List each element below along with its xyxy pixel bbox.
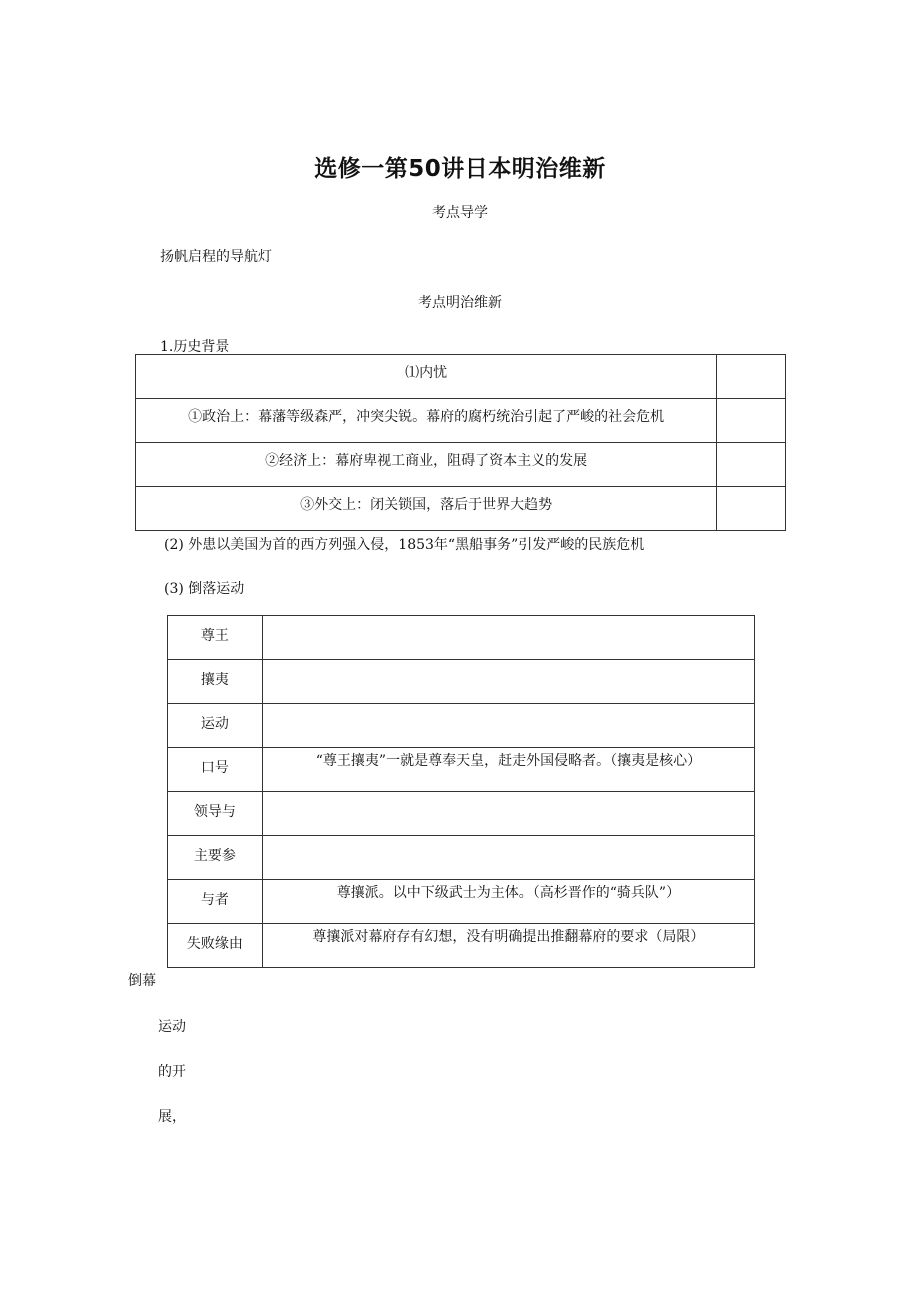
table-cell: ①政治上：幕藩等级森严，冲突尖锐。幕府的腐朽统治引起了严峻的社会危机 [136,399,717,443]
row-label: 领导与 [168,792,263,836]
row-label: 主要参 [168,836,263,880]
page-title: 选修一第50讲日本明治维新 [314,156,606,182]
nav-label: 扬帆启程的导航灯 [160,249,272,265]
row-label: 运动 [168,704,263,748]
table-row [168,660,755,704]
row-content [262,660,754,704]
row-content: 尊攘派对幕府存有幻想，没有明确提出推翻幕府的要求（局限） [262,924,754,968]
movement-table [167,615,755,968]
row-content [262,792,754,836]
table-row [136,355,786,399]
side-text-line: 展， [158,1109,186,1125]
table-cell-empty [717,443,786,487]
table-cell-empty [717,355,786,399]
side-text-line: 的开 [158,1064,186,1080]
side-text-line: 运动 [158,1019,186,1035]
movement-heading: (3) 倒落运动 [164,581,245,597]
row-label: 攘夷 [168,660,263,704]
external-threat-text: (2) 外患以美国为首的西方列强入侵，1853年“黑船事务”引发严峻的民族危机 [164,537,645,553]
row-content [262,616,754,660]
row-label: 尊王 [168,616,263,660]
table-cell-empty [717,487,786,531]
section-1-heading: 1.历史背景 [160,339,230,355]
table-row [168,924,755,968]
side-text-line: 倒幕 [128,973,156,989]
row-content: “尊王攘夷”一就是尊奉天皇，赶走外国侵略者。（攘夷是核心） [262,748,754,792]
table-row [168,836,755,880]
table-row [136,399,786,443]
section-subtitle: 考点导学 [432,205,488,221]
background-table [135,354,786,531]
table-row [168,704,755,748]
row-label: 失败缘由 [168,924,263,968]
table-cell-empty [717,399,786,443]
table-row [136,487,786,531]
table-cell: ⑴内忧 [136,355,717,399]
topic-title: 考点明治维新 [418,295,502,311]
table-row [168,748,755,792]
table-row [168,616,755,660]
row-content [262,836,754,880]
table-cell: ③外交上：闭关锁国，落后于世界大趋势 [136,487,717,531]
row-content [262,704,754,748]
table-row [136,443,786,487]
table-row [168,792,755,836]
table-row [168,880,755,924]
row-label: 与者 [168,880,263,924]
row-label: 口号 [168,748,263,792]
row-content: 尊攘派。以中下级武士为主体。（高杉晋作的“骑兵队”） [262,880,754,924]
table-cell: ②经济上：幕府卑视工商业，阻碍了资本主义的发展 [136,443,717,487]
